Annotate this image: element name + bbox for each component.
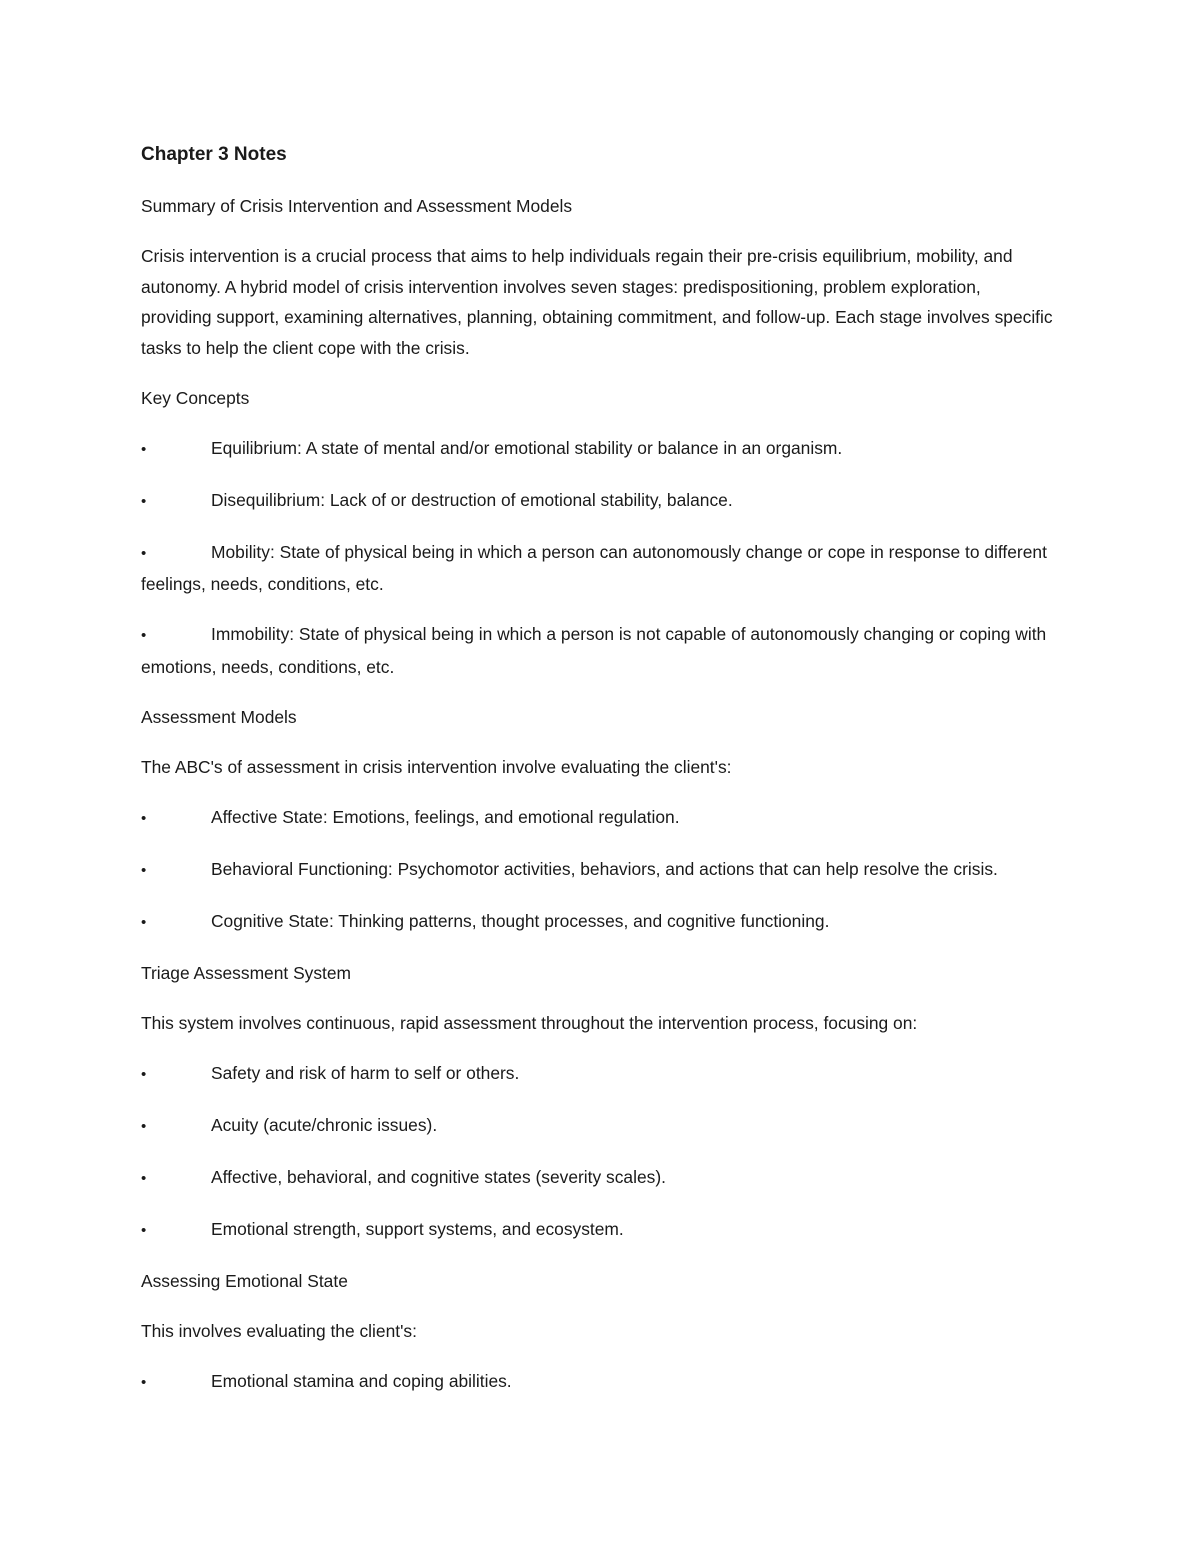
triage-states: Affective, behavioral, and cognitive states (severity scales). [211, 1166, 666, 1187]
bullet-icon: • [141, 1065, 147, 1083]
triage-acuity: Acuity (acute/chronic issues). [211, 1114, 438, 1135]
list-item [141, 1214, 1056, 1247]
emotional-intro: This involves evaluating the client's: [141, 1320, 417, 1341]
bullet-icon: • [141, 1373, 147, 1391]
list-item [141, 485, 1056, 518]
key-concept-immobility: Immobility: State of physical being in which a person is not capable of autonomously changing or coping with emotions, needs, conditions, etc. [141, 624, 1047, 677]
list-item [141, 1110, 1056, 1143]
assessment-cognitive-state: Cognitive State: Thinking patterns, thought processes, and cognitive functioning. [211, 910, 830, 931]
bullet-icon: • [141, 1117, 147, 1135]
bullet-icon: • [141, 861, 147, 879]
document-content [141, 141, 1056, 1418]
triage-strength: Emotional strength, support systems, and ecosystem. [211, 1218, 624, 1239]
list-item [141, 854, 1056, 887]
bullet-icon: • [141, 809, 147, 827]
list-item [141, 802, 1056, 835]
summary-heading: Summary of Crisis Intervention and Assessment Models [141, 196, 573, 216]
assessment-behavioral-functioning: Behavioral Functioning: Psychomotor activities, behaviors, and actions that can help resolve the crisis. [211, 858, 998, 879]
summary-paragraph: Crisis intervention is a crucial process that aims to help individuals regain their pre-crisis equilibrium, mobility, and autonomy. A hybrid model of crisis intervention involves seven stages: predispositioning, problem exploration, providing support, examining alternatives, planning, obtaining commitment, and follow-up. Each stage involves specific tasks to help the client cope with the crisis. [141, 246, 1053, 358]
list-item [141, 1366, 1056, 1399]
bullet-icon: • [141, 1169, 147, 1187]
triage-safety: Safety and risk of harm to self or others. [211, 1062, 520, 1083]
triage-intro: This system involves continuous, rapid assessment throughout the intervention process, focusing on: [141, 1012, 918, 1033]
bullet-icon: • [141, 913, 147, 931]
list-item [141, 1058, 1056, 1091]
bullet-icon: • [141, 627, 147, 644]
triage-heading: Triage Assessment System [141, 962, 352, 983]
assessment-affective-state: Affective State: Emotions, feelings, and emotional regulation. [211, 806, 680, 827]
list-item [141, 537, 1056, 600]
emotional-stamina: Emotional stamina and coping abilities. [211, 1370, 512, 1391]
bullet-icon: • [141, 544, 147, 562]
bullet-icon: • [141, 440, 147, 458]
emotional-heading: Assessing Emotional State [141, 1270, 348, 1291]
assessment-models-heading: Assessment Models [141, 706, 297, 727]
bullet-icon: • [141, 492, 147, 510]
page-title: Chapter 3 Notes [141, 144, 287, 165]
list-item [141, 433, 1056, 466]
bullet-icon: • [141, 1221, 147, 1239]
list-item [141, 906, 1056, 939]
key-concepts-heading: Key Concepts [141, 387, 250, 408]
key-concept-disequilibrium: Disequilibrium: Lack of or destruction of emotional stability, balance. [211, 489, 733, 510]
key-concept-equilibrium: Equilibrium: A state of mental and/or emotional stability or balance in an organism. [211, 437, 843, 458]
list-item [141, 619, 1056, 682]
key-concept-mobility: Mobility: State of physical being in which a person can autonomously change or cope in response to different feelings, needs, conditions, etc. [141, 541, 1047, 594]
assessment-models-intro: The ABC's of assessment in crisis intervention involve evaluating the client's: [141, 756, 732, 777]
list-item [141, 1162, 1056, 1195]
